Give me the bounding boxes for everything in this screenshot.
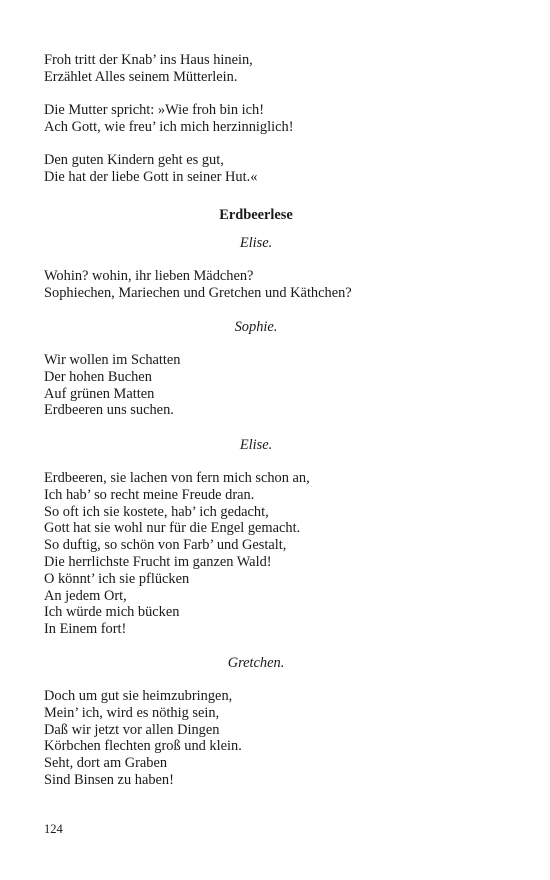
verse-line: Seht, dort am Graben xyxy=(44,755,168,772)
verse-line: In Einem fort! xyxy=(44,621,127,638)
book-page xyxy=(44,0,468,880)
verse-line: Die hat der liebe Gott in seiner Hut.« xyxy=(44,168,258,185)
verse-line: Erdbeeren, sie lachen von fern mich schon an, xyxy=(44,470,310,486)
verse-line: Wohin? wohin, ihr lieben Mädchen? xyxy=(44,268,254,284)
stanza xyxy=(44,52,468,86)
verse-line: Erdbeeren uns suchen. xyxy=(44,402,174,419)
speaker-name: Gretchen. xyxy=(227,655,285,671)
verse-line: Der hohen Buchen xyxy=(44,368,152,385)
page-number: 124 xyxy=(44,822,63,836)
verse-line: Erzählet Alles seinem Mütterlein. xyxy=(44,68,238,85)
stanza xyxy=(44,470,468,638)
speaker-name: Elise. xyxy=(239,235,273,251)
verse-line: O könnt’ ich sie pflücken xyxy=(44,570,190,587)
verse-line: Den guten Kindern geht es gut, xyxy=(44,152,224,168)
stanza xyxy=(44,688,468,789)
verse-line: Körbchen flechten groß und klein. xyxy=(44,738,242,755)
stanza xyxy=(44,268,468,302)
verse-line: Gott hat sie wohl nur für die Engel gemacht. xyxy=(44,520,301,537)
stanza xyxy=(44,152,468,186)
verse-line: Doch um gut sie heimzubringen, xyxy=(44,688,233,704)
stanza xyxy=(44,352,468,419)
verse-line: Die herrlichste Frucht im ganzen Wald! xyxy=(44,553,272,570)
verse-line: Froh tritt der Knab’ ins Haus hinein, xyxy=(44,52,253,68)
verse-line: Sophiechen, Mariechen und Gretchen und Käthchen? xyxy=(44,284,352,301)
verse-line: Die Mutter spricht: »Wie froh bin ich! xyxy=(44,102,265,118)
verse-line: Daß wir jetzt vor allen Dingen xyxy=(44,721,220,738)
speaker-name: Sophie. xyxy=(234,319,278,335)
speaker-name: Elise. xyxy=(239,437,273,453)
verse-line: Ach Gott, wie freu’ ich mich herzinniglich! xyxy=(44,118,294,135)
verse-line: So oft ich sie kostete, hab’ ich gedacht, xyxy=(44,503,269,520)
verse-line: An jedem Ort, xyxy=(44,587,127,604)
poem-title: Erdbeerlese xyxy=(219,207,293,223)
stanza xyxy=(44,102,468,136)
verse-line: Ich würde mich bücken xyxy=(44,604,180,621)
verse-line: Wir wollen im Schatten xyxy=(44,352,181,368)
verse-line: Mein’ ich, wird es nöthig sein, xyxy=(44,704,220,721)
verse-line: Auf grünen Matten xyxy=(44,385,155,402)
verse-line: So duftig, so schön von Farb’ und Gestalt, xyxy=(44,537,287,554)
verse-line: Ich hab’ so recht meine Freude dran. xyxy=(44,486,255,503)
verse-line: Sind Binsen zu haben! xyxy=(44,771,174,788)
